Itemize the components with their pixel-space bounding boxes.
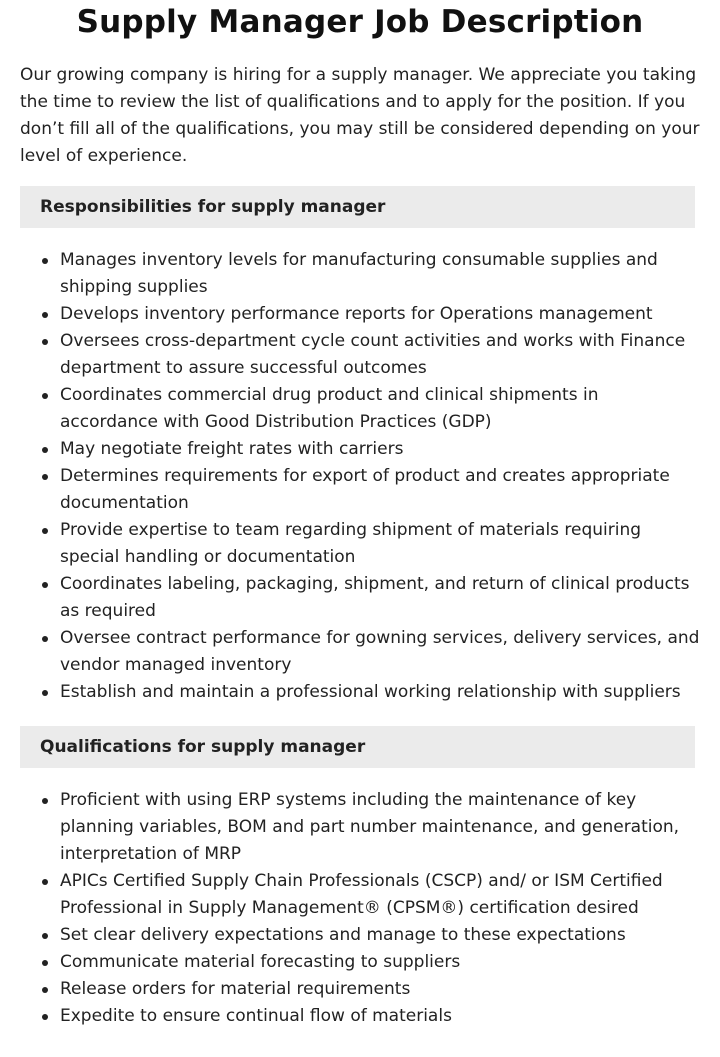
qualifications-heading: Qualifications for supply manager	[20, 726, 695, 768]
list-item: Develops inventory performance reports for Operations management	[60, 301, 700, 328]
list-item: Coordinates commercial drug product and clinical shipments in accordance with Good Distribution Practices (GDP)	[60, 382, 700, 436]
list-item: Determines requirements for export of product and creates appropriate documentation	[60, 463, 700, 517]
qualifications-list	[20, 787, 700, 1030]
list-item: Proficient with using ERP systems including the maintenance of key planning variables, BOM and part number maintenance, and generation, interpretation of MRP	[60, 787, 700, 868]
list-item: Communicate material forecasting to suppliers	[60, 949, 700, 976]
list-item: Oversee contract performance for gowning services, delivery services, and vendor managed inventory	[60, 625, 700, 679]
intro-paragraph: Our growing company is hiring for a supply manager. We appreciate you taking the time to review the list of qualifications and to apply for the position. If you don’t fill all of the qualifications, you may still be considered depending on your level of experience.	[20, 65, 700, 166]
list-item: APICs Certified Supply Chain Professionals (CSCP) and/ or ISM Certified Professional in Supply Management® (CPSM®) certification desired	[60, 868, 700, 922]
responsibilities-heading: Responsibilities for supply manager	[20, 186, 695, 228]
responsibilities-list	[20, 247, 700, 706]
page-title: Supply Manager Job Description	[76, 4, 644, 40]
list-item: Release orders for material requirements	[60, 976, 700, 1003]
list-item: Provide expertise to team regarding shipment of materials requiring special handling or documentation	[60, 517, 700, 571]
list-item: May negotiate freight rates with carriers	[60, 436, 700, 463]
list-item: Coordinates labeling, packaging, shipment, and return of clinical products as required	[60, 571, 700, 625]
list-item: Manages inventory levels for manufacturing consumable supplies and shipping supplies	[60, 247, 700, 301]
list-item: Set clear delivery expectations and manage to these expectations	[60, 922, 700, 949]
list-item: Establish and maintain a professional working relationship with suppliers	[60, 679, 700, 706]
list-item: Oversees cross-department cycle count activities and works with Finance department to assure successful outcomes	[60, 328, 700, 382]
list-item: Expedite to ensure continual flow of materials	[60, 1003, 700, 1030]
